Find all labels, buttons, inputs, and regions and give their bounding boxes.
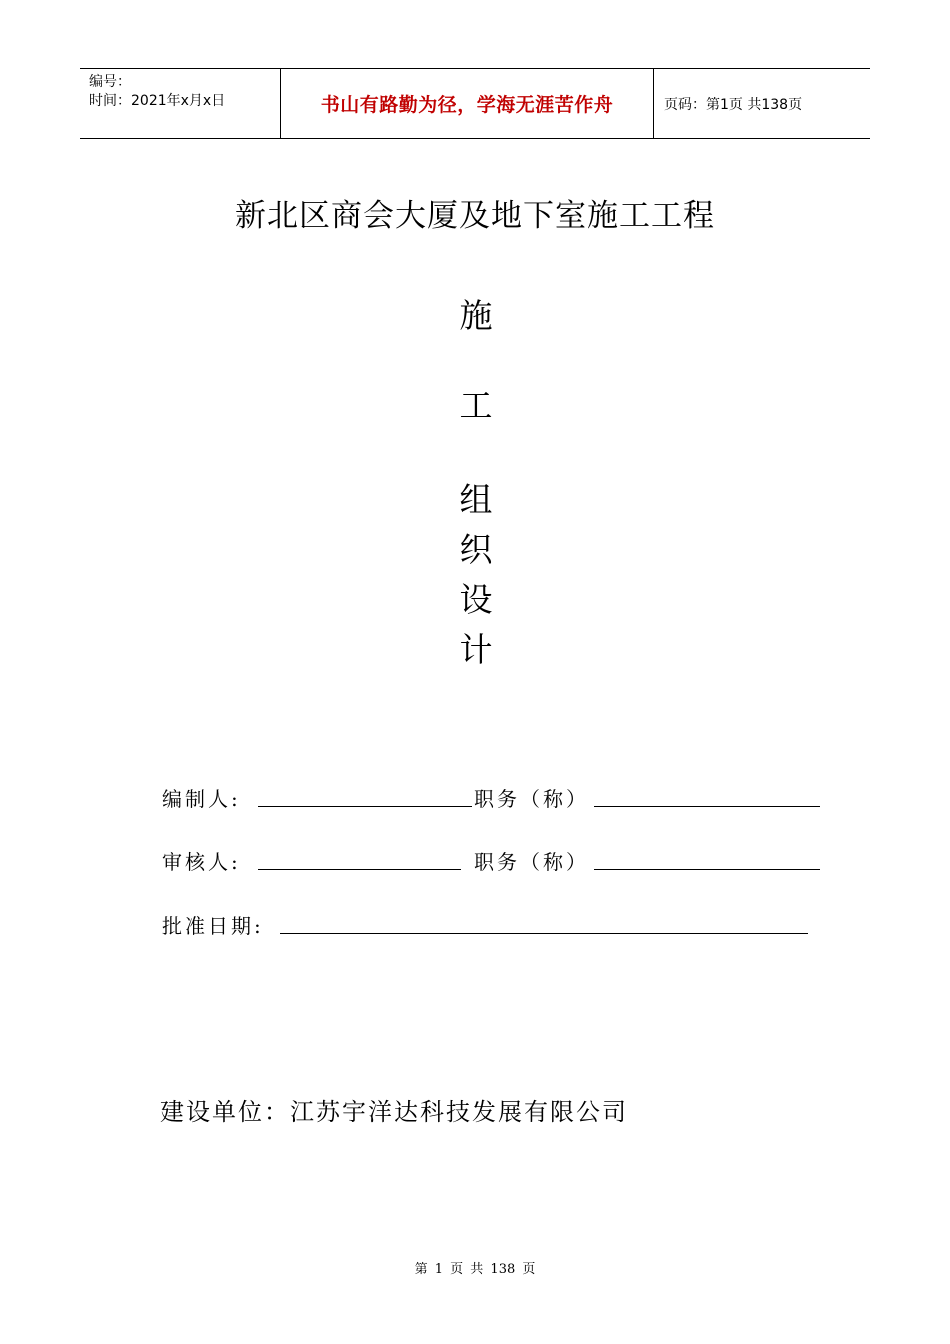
doc-title-char: 计	[459, 630, 493, 669]
approval-date-label: 批准日期:	[162, 914, 264, 938]
header-meta-cell	[80, 69, 281, 138]
reviewer-field-line	[258, 869, 461, 870]
reviewer-position-line	[594, 869, 820, 870]
builder-unit: 建设单位：江苏宇洋达科技发展有限公司	[160, 1098, 628, 1126]
header-table	[80, 68, 870, 139]
page-info: 页码：第1页 共138页	[664, 96, 803, 113]
compiler-position-line	[594, 806, 820, 807]
doc-title-char: 织	[459, 530, 493, 569]
number-label: 编号：	[89, 74, 131, 90]
compiler-label: 编制人:	[162, 787, 241, 811]
compiler-position-label: 职务（称）	[474, 787, 589, 811]
header-page-cell	[654, 69, 870, 138]
time-label: 时间：2021年x月x日	[89, 93, 226, 109]
reviewer-label: 审核人:	[162, 850, 241, 874]
doc-title-char: 设	[459, 580, 493, 619]
header-motto-cell	[281, 69, 654, 138]
doc-title-char: 组	[459, 480, 493, 519]
compiler-field-line	[258, 806, 472, 807]
approval-date-line	[280, 933, 808, 934]
project-title: 新北区商会大厦及地下室施工工程	[235, 198, 715, 234]
page-footer: 第 1 页 共 138 页	[414, 1262, 536, 1277]
reviewer-position-label: 职务（称）	[474, 850, 589, 874]
doc-title-char: 施	[459, 296, 493, 335]
motto-text: 书山有路勤为径，学海无涯苦作舟	[320, 94, 614, 116]
doc-title-char: 工	[459, 386, 493, 425]
